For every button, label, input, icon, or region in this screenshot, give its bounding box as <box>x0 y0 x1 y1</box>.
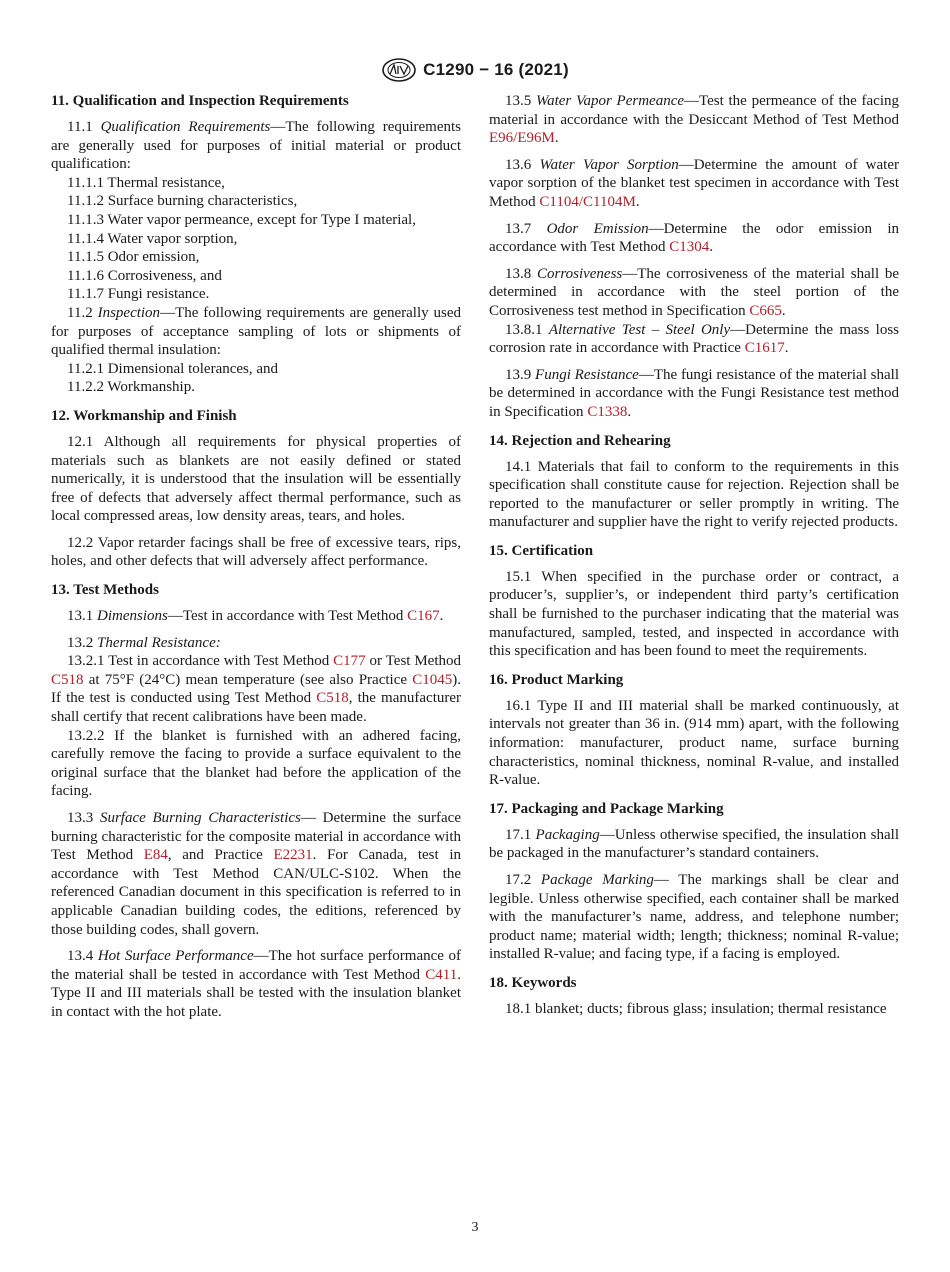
left-column <box>51 92 461 1030</box>
list-item: 11.1.2 Surface burning characteristics, <box>67 193 298 210</box>
ref-link[interactable]: C665 <box>749 302 782 319</box>
paragraph-13-2-2: 13.2.2 If the blanket is furnished with an adhered facing, carefully remove the facing to provide a surface equivalent to the original surface that the blanket had before the application of the facing. <box>51 727 461 800</box>
ref-link[interactable]: C1104/C1104M <box>539 193 636 210</box>
paragraph-13-5: 13.5 Water Vapor Permeance—Test the permeance of the facing material in accordance with the Desiccant Method of Test Method E96/E96M. <box>489 93 899 147</box>
page-number: 3 <box>471 1220 479 1235</box>
paragraph-13-7: 13.7 Odor Emission—Determine the odor emission in accordance with Test Method C1304. <box>489 220 899 256</box>
list-item: 11.1.7 Fungi resistance. <box>67 286 210 303</box>
section-14-title: 14. Rejection and Rehearing <box>489 432 671 449</box>
ref-link[interactable]: C518 <box>51 671 84 688</box>
right-column <box>489 92 899 1027</box>
paragraph-13-6: 13.6 Water Vapor Sorption—Determine the amount of water vapor sorption of the blanket test specimen in accordance with Test Method C1104/C1104M. <box>489 156 899 210</box>
ref-link[interactable]: E96/E96M <box>489 130 555 147</box>
paragraph-18-1: 18.1 blanket; ducts; fibrous glass; insulation; thermal resistance <box>505 1000 887 1017</box>
paragraph-17-1: 17.1 Packaging—Unless otherwise specified, the insulation shall be packaged in the manufacturer’s standard containers. <box>489 826 900 862</box>
list-item: 11.2.2 Workmanship. <box>67 379 195 396</box>
standard-designation: C1290 − 16 (2021) <box>423 60 569 79</box>
ref-link[interactable]: E84 <box>143 847 168 864</box>
list-item: 11.2.1 Dimensional tolerances, and <box>67 360 279 377</box>
section-11-title: 11. Qualification and Inspection Requirements <box>51 93 349 109</box>
ref-link[interactable]: C1304 <box>669 239 710 256</box>
paragraph-16-1: 16.1 Type II and III material shall be marked continuously, at intervals not greater than 36 in. (914 mm) apart, with the following information: manufacturer, product name, surface burning characteristics, nominal thickness, nominal R-value, and installed R-value. <box>489 697 899 789</box>
astm-logo-icon <box>381 58 417 82</box>
ref-link[interactable]: C1338 <box>587 403 628 420</box>
ref-link[interactable]: E2231 <box>273 847 313 864</box>
section-15-title: 15. Certification <box>489 542 594 559</box>
paragraph-12-2: 12.2 Vapor retarder facings shall be free of excessive tears, rips, holes, and other defects that will adversely affect performance. <box>51 534 461 570</box>
ref-link[interactable]: C1045 <box>412 671 453 688</box>
paragraph-15-1: 15.1 When specified in the purchase order or contract, a producer’s, supplier’s, or independent third party’s certification shall be furnished to the purchaser indicating that the material was manufactured, sampled, tested, and inspected in accordance with this specification and has been found to meet the requirements. <box>489 568 899 660</box>
paragraph-13-9: 13.9 Fungi Resistance—The fungi resistance of the material shall be determined in accordance with the Fungi Resistance test method in Specification C1338. <box>489 366 899 420</box>
list-item: 11.1.4 Water vapor sorption, <box>67 230 238 247</box>
ref-link[interactable]: C518 <box>316 690 349 707</box>
list-item: 11.1.3 Water vapor permeance, except for Type I material, <box>67 211 416 228</box>
paragraph-13-2: 13.2 Thermal Resistance: <box>67 634 221 651</box>
list-item: 11.1.6 Corrosiveness, and <box>67 267 222 284</box>
paragraph-13-2-1: 13.2.1 Test in accordance with Test Method C177 or Test Method C518 at 75°F (24°C) mean temperature (see also Practice C1045). If the test is conducted using Test Method C518, the manufacturer shall certify that recent calibrations have been made. <box>51 653 462 726</box>
paragraph-13-1: 13.1 Dimensions—Test in accordance with Test Method C167. <box>67 608 444 625</box>
paragraph-13-8: 13.8 Corrosiveness—The corrosiveness of the material shall be determined in accordance with the steel portion of the Corrosiveness test method in Specification C665. <box>489 265 900 319</box>
paragraph-13-8-1: 13.8.1 Alternative Test – Steel Only—Determine the mass loss corrosion rate in accordance with Practice C1617. <box>489 321 899 357</box>
ref-link[interactable]: C411 <box>425 966 458 983</box>
section-17-title: 17. Packaging and Package Marking <box>489 800 724 817</box>
ref-link[interactable]: C167 <box>407 608 440 625</box>
page-header <box>0 58 950 82</box>
paragraph-17-2: 17.2 Package Marking— The markings shall be clear and legible. Unless otherwise specified, each container shall be marked with the manufacturer’s name, address, and telephone number; product name; material width; length; thickness; nominal R-value; installed R-value; and facing type, if a facing is employed. <box>489 872 900 963</box>
ref-link[interactable]: C1617 <box>744 340 785 357</box>
list-item: 11.1.5 Odor emission, <box>67 249 200 266</box>
section-18-title: 18. Keywords <box>489 974 577 991</box>
paragraph-11-1: 11.1 Qualification Requirements—The following requirements are generally used for purposes of initial material or product qualification: <box>51 119 462 173</box>
paragraph-13-4: 13.4 Hot Surface Performance—The hot surface performance of the material shall be tested in accordance with Test Method C411. Type II and III materials shall be tested with the insulation blanket in contact with the hot plate. <box>51 948 461 1020</box>
ref-link[interactable]: C177 <box>333 653 366 670</box>
section-16-title: 16. Product Marking <box>489 671 624 688</box>
section-13-title: 13. Test Methods <box>51 582 159 599</box>
paragraph-14-1: 14.1 Materials that fail to conform to the requirements in this specification shall constitute cause for rejection. Rejection shall be reported to the manufacturer or seller promptly in writing. The manufacturer and supplier have the right to verify rejected products. <box>489 458 899 531</box>
section-12-title: 12. Workmanship and Finish <box>51 407 237 424</box>
paragraph-12-1: 12.1 Although all requirements for physical properties of materials such as blankets are not easily defined or stated numerically, it is understood that the insulation will be essentially free of defects that adversely affect thermal performance, such as local compressed areas, low density areas, tears, and holes. <box>51 433 461 525</box>
paragraph-11-2: 11.2 Inspection—The following requirements are generally used for purposes of acceptance sampling of lots or shipments of qualified thermal insulation: <box>51 304 461 359</box>
paragraph-13-3: 13.3 Surface Burning Characteristics— Determine the surface burning characteristic for the composite material in accordance with Test Method E84, and Practice E2231. For Canada, test in accordance with Test Method CAN/ULC-S102. When the referenced Canadian document in this specification is referred to in applicable Canadian building codes, the editions, referenced by those building codes, shall govern. <box>51 810 461 938</box>
list-item: 11.1.1 Thermal resistance, <box>67 174 225 191</box>
